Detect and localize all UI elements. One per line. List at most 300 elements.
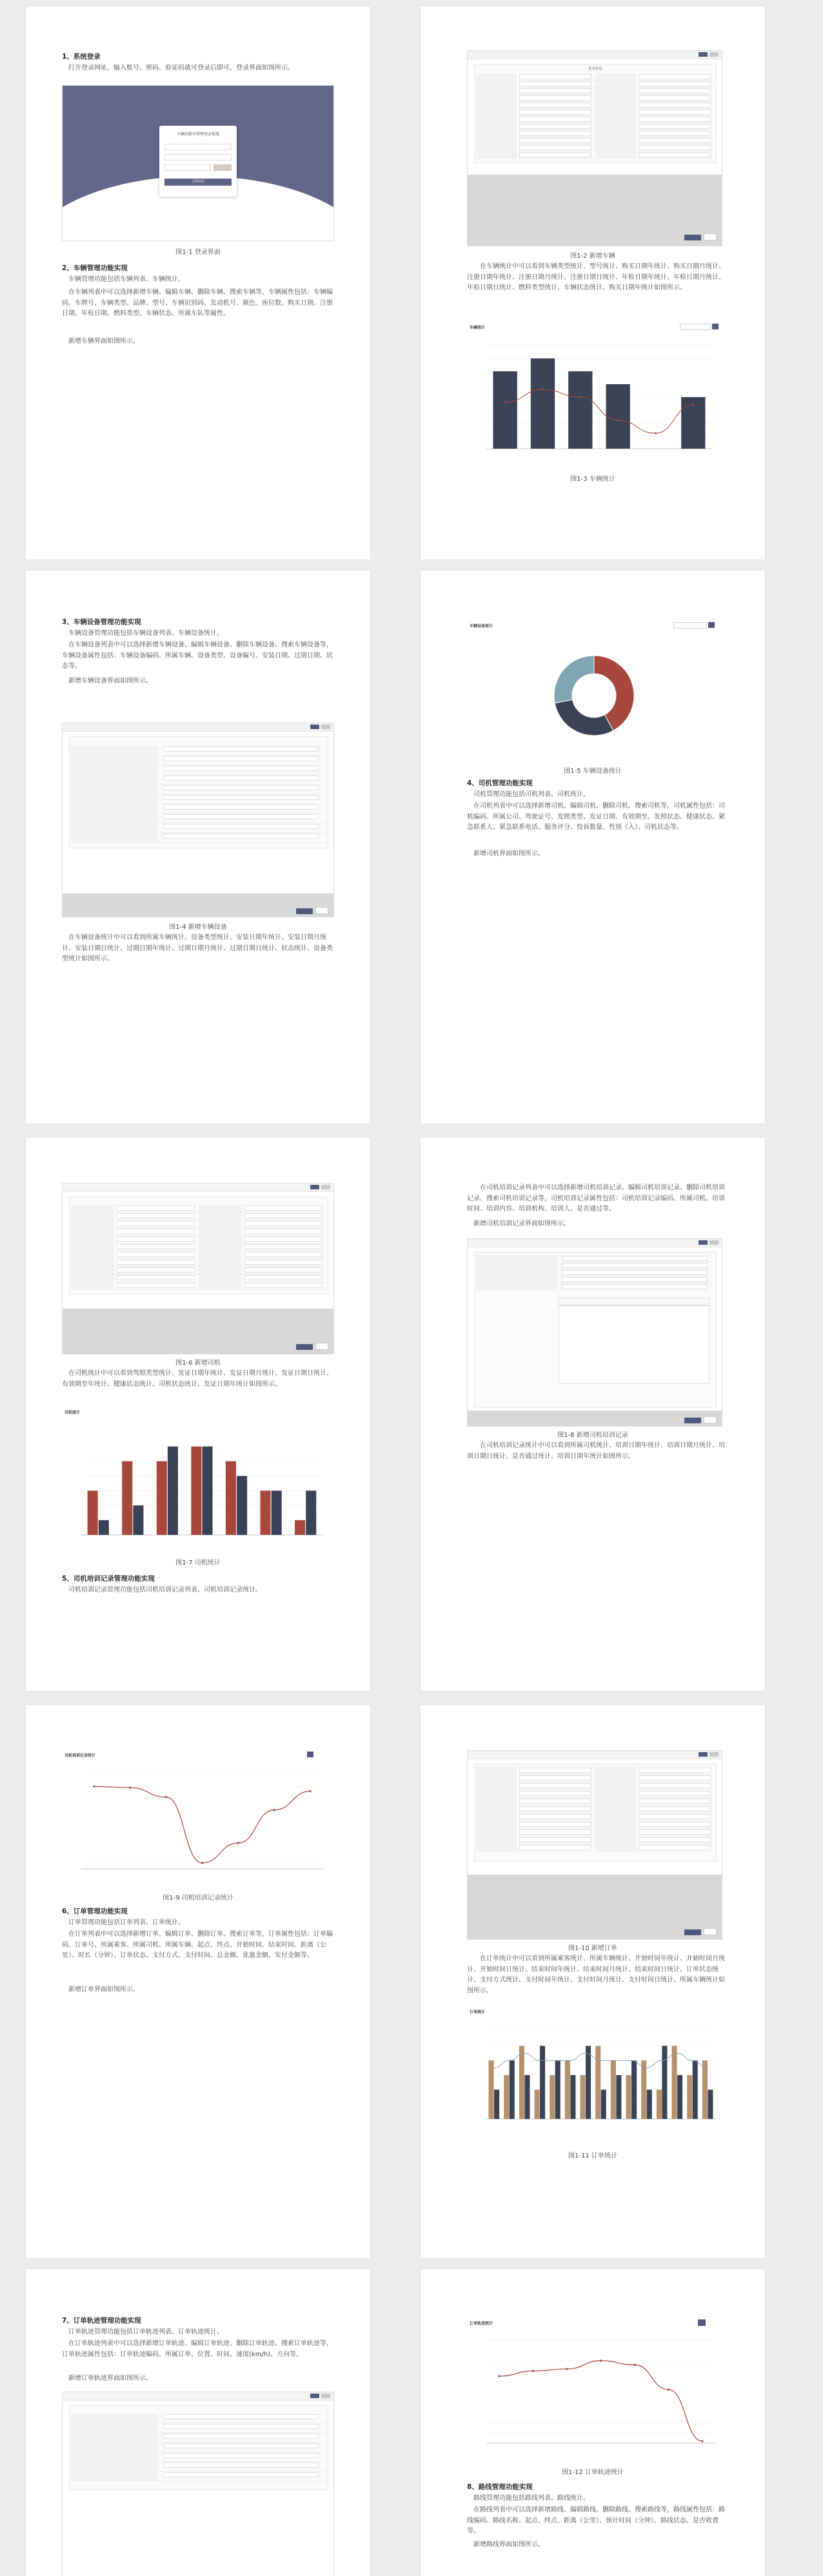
field-label (71, 1228, 114, 1235)
form-field[interactable] (476, 1269, 715, 1276)
form-field[interactable] (595, 1790, 715, 1798)
username-field[interactable] (164, 144, 232, 150)
form-field[interactable] (71, 785, 326, 794)
field-input[interactable] (562, 1284, 708, 1289)
chart-bar (672, 2046, 677, 2119)
save-button[interactable] (699, 1752, 708, 1757)
form-field[interactable] (476, 1798, 595, 1806)
data-point (701, 2440, 703, 2442)
paragraph: 在路线列表中可以选择新增路线、编辑路线、删除路线、搜索路线等，路线属性包括：路线编码、路线名称、起点、终点、距离（公里）、预计时间（分钟）、路线状态、是否收费等。 (467, 2506, 725, 2535)
field-input[interactable] (163, 2414, 319, 2419)
form-field[interactable] (595, 1767, 715, 1775)
form-field[interactable] (595, 109, 715, 116)
field-label (476, 151, 517, 158)
page-9 (26, 2269, 370, 2576)
field-input[interactable] (639, 152, 711, 157)
form-field[interactable] (476, 144, 595, 151)
field-input[interactable] (117, 1260, 195, 1265)
field-input[interactable] (244, 1252, 322, 1257)
cancel-button[interactable] (704, 1928, 717, 1935)
close-button[interactable] (321, 1185, 330, 1189)
add-vehicle-screenshot (467, 50, 722, 246)
field-input[interactable] (519, 117, 592, 122)
form-field[interactable] (71, 775, 326, 785)
field-input[interactable] (639, 1814, 711, 1819)
form-field[interactable] (71, 1274, 199, 1282)
field-input[interactable] (639, 110, 711, 115)
field-label (476, 1844, 517, 1851)
field-input[interactable] (639, 1822, 711, 1827)
form-field[interactable] (476, 88, 595, 95)
field-input[interactable] (519, 1845, 592, 1850)
field-input[interactable] (562, 1270, 708, 1275)
field-input[interactable] (519, 88, 592, 93)
form-field[interactable] (476, 137, 595, 144)
confirm-button[interactable] (684, 1929, 701, 1935)
chart-bar (531, 358, 555, 449)
form-field[interactable] (476, 102, 595, 109)
editor-toolbar[interactable] (559, 1298, 709, 1305)
field-input[interactable] (519, 81, 592, 86)
field-input[interactable] (519, 102, 592, 108)
field-input[interactable] (562, 1256, 708, 1261)
field-input[interactable] (639, 102, 711, 108)
paragraph: 在司机培训记录列表中可以选择新增司机培训记录、编辑司机培训记录、删除司机培训记录、搜索司机培训记录等，司机培训记录属性包括：司机培训记录编码、所属司机、培训时间、培训内容、培训机构、培训人、是否通过等。 (467, 1184, 725, 1213)
chart-bar (272, 1490, 282, 1535)
form-field[interactable] (476, 1283, 715, 1291)
field-input[interactable] (163, 785, 319, 790)
form-field[interactable] (71, 814, 326, 823)
field-input[interactable] (639, 88, 711, 93)
field-input[interactable] (639, 1768, 711, 1773)
form-field[interactable] (595, 1775, 715, 1782)
form-field[interactable] (476, 151, 595, 159)
form-field[interactable] (71, 1213, 199, 1220)
form-field[interactable] (71, 823, 326, 833)
field-label (595, 73, 636, 80)
field-input[interactable] (519, 1806, 592, 1811)
field-input[interactable] (639, 1799, 711, 1804)
chart-title: 车辆统计 (470, 326, 486, 330)
form-field[interactable] (595, 88, 715, 95)
chart-bar (606, 384, 630, 449)
form-field[interactable] (71, 2472, 326, 2481)
password-field[interactable] (164, 154, 232, 161)
field-label (595, 1767, 636, 1774)
field-label (595, 109, 636, 115)
form-field[interactable] (476, 1844, 595, 1852)
field-input[interactable] (117, 1221, 195, 1226)
filter-select[interactable] (680, 324, 711, 330)
form-field[interactable] (71, 1259, 199, 1267)
field-label (71, 775, 158, 784)
field-label (199, 1282, 242, 1289)
search-icon[interactable] (708, 622, 715, 628)
field-label (71, 785, 158, 794)
field-input[interactable] (117, 1275, 195, 1280)
field-label (199, 1213, 242, 1220)
close-button[interactable] (321, 725, 330, 729)
form-field[interactable] (476, 1837, 595, 1844)
field-input[interactable] (639, 1791, 711, 1796)
form-field[interactable] (476, 1255, 715, 1262)
data-point (129, 1786, 131, 1788)
form-field[interactable] (476, 95, 595, 102)
field-label (71, 1220, 114, 1227)
form-field[interactable] (476, 1262, 715, 1269)
confirm-button[interactable] (296, 908, 313, 914)
field-label (71, 823, 158, 832)
data-point (273, 1809, 275, 1811)
field-input[interactable] (244, 1260, 322, 1265)
form-field[interactable] (595, 1798, 715, 1806)
save-button[interactable] (310, 725, 319, 729)
device-form (69, 736, 328, 848)
field-input[interactable] (519, 131, 592, 136)
form-field[interactable] (476, 1276, 715, 1283)
field-input[interactable] (163, 2453, 319, 2458)
form-field[interactable] (71, 1236, 199, 1244)
field-label (476, 130, 517, 137)
form-field[interactable] (476, 73, 595, 81)
data-point (542, 389, 544, 391)
field-input[interactable] (639, 81, 711, 86)
section-heading: 2、车辆管理功能实现 (62, 264, 128, 272)
data-point (655, 433, 657, 434)
field-label (199, 1228, 242, 1235)
field-input[interactable] (244, 1213, 322, 1218)
track-form (69, 2405, 328, 2490)
page-4 (421, 571, 765, 1124)
field-input[interactable] (519, 1799, 592, 1804)
field-input[interactable] (519, 1791, 592, 1796)
chart-bar (555, 2060, 560, 2119)
save-button[interactable] (699, 52, 708, 57)
form-field[interactable] (199, 1236, 326, 1244)
field-label (476, 1269, 557, 1276)
field-input[interactable] (639, 145, 711, 150)
form-field[interactable] (71, 2423, 326, 2433)
form-field[interactable] (595, 73, 715, 81)
login-button[interactable]: 立即登录 (164, 179, 232, 186)
confirm-button[interactable] (296, 1344, 313, 1350)
form-field[interactable] (595, 144, 715, 151)
form-field[interactable] (595, 81, 715, 88)
field-input[interactable] (639, 131, 711, 136)
field-label (199, 1205, 242, 1212)
data-point (668, 2388, 669, 2390)
form-field[interactable] (71, 1244, 199, 1251)
data-point (532, 2370, 534, 2372)
form-field[interactable] (476, 81, 595, 88)
field-input[interactable] (519, 95, 592, 101)
paragraph: 打开登录网址，输入账号、密码、验证码就可登录后即可，登录界面如图所示。 (68, 64, 294, 72)
form-field[interactable] (595, 130, 715, 137)
chart-bar (494, 2090, 499, 2119)
chart-bar (157, 1461, 167, 1535)
field-label (476, 123, 517, 130)
field-label (595, 1775, 636, 1782)
form-field[interactable] (71, 833, 326, 843)
field-input[interactable] (519, 124, 592, 129)
form-field[interactable] (71, 746, 326, 756)
section-heading: 8、路线管理功能实现 (467, 2483, 533, 2491)
field-input[interactable] (639, 1830, 711, 1835)
field-input[interactable] (244, 1221, 322, 1226)
form-field[interactable] (71, 765, 326, 775)
cancel-button[interactable] (704, 1416, 717, 1423)
form-field[interactable] (199, 1267, 326, 1274)
form-field[interactable] (595, 137, 715, 144)
form-field[interactable] (71, 2443, 326, 2452)
paragraph: 新增司机培训记录界面如图所示。 (473, 1220, 570, 1227)
form-field[interactable] (476, 1775, 595, 1782)
close-button[interactable] (321, 2394, 330, 2398)
field-input[interactable] (117, 1244, 195, 1249)
field-input[interactable] (163, 2434, 319, 2439)
figure-caption: 图1-5 车辆设备统计 (564, 768, 622, 775)
field-input[interactable] (639, 74, 711, 79)
chart-bar (693, 2060, 698, 2119)
field-input[interactable] (163, 805, 319, 810)
form-field[interactable] (71, 804, 326, 814)
field-input[interactable] (163, 766, 319, 771)
field-input[interactable] (117, 1267, 195, 1273)
field-input[interactable] (244, 1236, 322, 1242)
field-input[interactable] (244, 1229, 322, 1234)
field-input[interactable] (117, 1205, 195, 1211)
form-field[interactable] (595, 1782, 715, 1790)
chart-bar (226, 1461, 236, 1535)
field-input[interactable] (244, 1205, 322, 1211)
form-field[interactable] (71, 2462, 326, 2472)
form-field[interactable] (199, 1259, 326, 1267)
paragraph: 车辆管理功能包括车辆列表、车辆统计。 (68, 276, 184, 283)
filter-select[interactable] (673, 622, 707, 629)
form-field[interactable] (595, 123, 715, 130)
field-label (595, 1782, 636, 1790)
form-field[interactable] (476, 1821, 595, 1829)
data-point (93, 1786, 95, 1788)
form-field[interactable] (476, 1767, 595, 1775)
form-field[interactable] (476, 116, 595, 123)
form-field[interactable] (595, 151, 715, 159)
form-field[interactable] (476, 1782, 595, 1790)
chart-bar (677, 2075, 682, 2119)
field-input[interactable] (519, 1768, 592, 1773)
form-field[interactable] (595, 1837, 715, 1844)
chart-bar (662, 2046, 667, 2119)
figure-caption: 图1-6 新增司机 (175, 1360, 221, 1367)
field-input[interactable] (639, 124, 711, 129)
form-field[interactable] (71, 2433, 326, 2443)
form-field[interactable] (71, 1220, 199, 1228)
field-input[interactable] (519, 152, 592, 157)
field-input[interactable] (519, 145, 592, 150)
save-button[interactable] (310, 2394, 319, 2398)
field-input[interactable] (519, 138, 592, 143)
form-field[interactable] (71, 1251, 199, 1259)
mixed-bar-line-chart (467, 2016, 721, 2145)
form-field[interactable] (595, 95, 715, 102)
field-input[interactable] (639, 117, 711, 122)
data-point (237, 1842, 239, 1844)
close-button[interactable] (709, 1752, 719, 1757)
field-input[interactable] (244, 1267, 322, 1273)
form-field[interactable] (476, 1829, 595, 1837)
form-field[interactable] (199, 1251, 326, 1259)
form-field[interactable] (476, 130, 595, 137)
field-input[interactable] (519, 110, 592, 115)
figure-caption: 图1-3 车辆统计 (570, 476, 615, 483)
confirm-button[interactable] (684, 1418, 701, 1423)
training-form (474, 1252, 717, 1408)
field-input[interactable] (163, 2443, 319, 2448)
confirm-button[interactable] (684, 235, 701, 240)
page-8 (421, 1705, 765, 2258)
form-field[interactable] (199, 1244, 326, 1251)
form-field[interactable] (71, 756, 326, 765)
field-input[interactable] (163, 746, 319, 752)
cancel-button[interactable] (315, 1343, 328, 1350)
field-input[interactable] (519, 1783, 592, 1788)
form-field[interactable] (595, 116, 715, 123)
field-input[interactable] (562, 1263, 708, 1268)
field-label (71, 2472, 158, 2481)
field-input[interactable] (519, 1814, 592, 1819)
form-field[interactable] (476, 109, 595, 116)
field-input[interactable] (519, 1837, 592, 1842)
field-input[interactable] (117, 1229, 195, 1234)
form-field[interactable] (595, 1821, 715, 1829)
field-label (595, 144, 636, 151)
chart-bar (168, 1447, 178, 1535)
data-point (600, 2359, 602, 2361)
field-input[interactable] (639, 95, 711, 101)
search-icon[interactable] (698, 2319, 706, 2326)
field-input[interactable] (519, 1775, 592, 1781)
save-button[interactable] (310, 1185, 319, 1189)
field-label (199, 1251, 242, 1258)
field-input[interactable] (639, 1837, 711, 1842)
field-input[interactable] (244, 1283, 322, 1288)
save-button[interactable] (699, 1240, 708, 1245)
field-input[interactable] (117, 1213, 195, 1218)
chart-bar (519, 2046, 524, 2119)
field-label (476, 81, 517, 87)
field-input[interactable] (117, 1283, 195, 1288)
field-input[interactable] (519, 1830, 592, 1835)
line-chart (62, 1759, 333, 1884)
form-field[interactable] (199, 1205, 326, 1213)
field-input[interactable] (639, 1775, 711, 1781)
form-field[interactable] (71, 1282, 199, 1290)
field-input[interactable] (639, 1783, 711, 1788)
form-field[interactable] (199, 1274, 326, 1282)
field-input[interactable] (163, 795, 319, 800)
captcha-image[interactable] (213, 164, 232, 171)
form-field[interactable] (199, 1228, 326, 1236)
form-field[interactable] (476, 123, 595, 130)
form-field[interactable] (71, 794, 326, 804)
chart-bar (657, 2090, 662, 2119)
field-input[interactable] (163, 834, 319, 839)
add-device-screenshot (62, 723, 334, 917)
field-input[interactable] (244, 1244, 322, 1249)
field-input[interactable] (163, 756, 319, 761)
field-label (71, 794, 158, 803)
form-field[interactable] (476, 1790, 595, 1798)
field-label (595, 1837, 636, 1844)
form-field[interactable] (71, 2452, 326, 2462)
field-input[interactable] (639, 1845, 711, 1850)
field-input[interactable] (519, 1822, 592, 1827)
field-input[interactable] (163, 2463, 319, 2468)
form-field[interactable] (71, 2414, 326, 2423)
search-icon[interactable] (712, 324, 719, 329)
form-field[interactable] (595, 1829, 715, 1837)
field-input[interactable] (163, 2424, 319, 2429)
form-field[interactable] (595, 102, 715, 109)
chart-title: 司机培训记录统计 (64, 1753, 96, 1758)
field-input[interactable] (163, 776, 319, 781)
cancel-button[interactable] (315, 907, 328, 914)
field-input[interactable] (117, 1252, 195, 1257)
form-field[interactable] (595, 1813, 715, 1821)
form-field[interactable] (71, 1228, 199, 1236)
field-label (71, 814, 158, 823)
order-stats-chart (467, 2007, 721, 2145)
field-label (71, 2423, 158, 2432)
field-input[interactable] (244, 1275, 322, 1280)
form-field[interactable] (595, 1806, 715, 1813)
field-input[interactable] (163, 2472, 319, 2477)
form-field[interactable] (71, 1267, 199, 1274)
field-label (595, 123, 636, 130)
field-input[interactable] (519, 74, 592, 79)
search-icon[interactable] (307, 1751, 313, 1757)
form-field[interactable] (71, 1205, 199, 1213)
form-field[interactable] (476, 1806, 595, 1813)
close-button[interactable] (709, 1240, 719, 1245)
rich-text-editor[interactable] (559, 1305, 709, 1384)
form-field[interactable] (199, 1220, 326, 1228)
paragraph: 新增订单界面如图所示。 (68, 1986, 139, 1993)
cancel-button[interactable] (704, 233, 717, 240)
form-field[interactable] (476, 1813, 595, 1821)
form-field[interactable] (199, 1213, 326, 1220)
field-label (476, 1283, 557, 1290)
form-field[interactable] (199, 1282, 326, 1290)
field-input[interactable] (639, 138, 711, 143)
page-1 (26, 6, 370, 560)
field-label (199, 1236, 242, 1243)
close-button[interactable] (709, 52, 719, 57)
field-label (476, 1276, 557, 1283)
field-input[interactable] (163, 814, 319, 819)
field-label (71, 1251, 114, 1258)
field-input[interactable] (117, 1236, 195, 1242)
track-stats-chart (467, 2318, 721, 2461)
field-input[interactable] (639, 1806, 711, 1811)
field-input[interactable] (562, 1277, 708, 1282)
field-input[interactable] (163, 824, 319, 829)
form-field[interactable] (595, 1844, 715, 1852)
chart-title: 订单轨迹统计 (470, 2321, 493, 2326)
field-label (476, 1821, 517, 1828)
chart-bar (631, 2060, 637, 2119)
captcha-field[interactable] (164, 164, 211, 171)
